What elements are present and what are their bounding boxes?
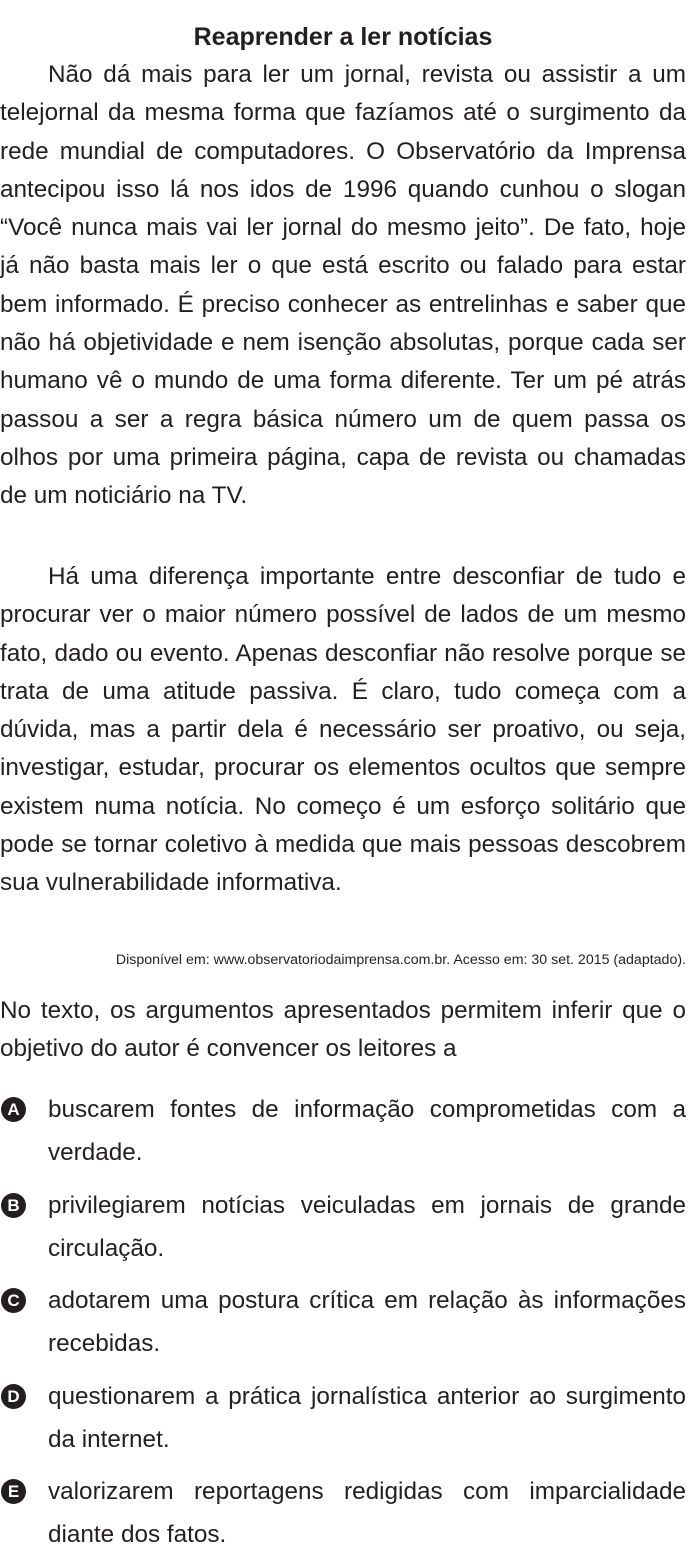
option-e-text: valorizarem reportagens redigidas com imparcialidade diante dos fatos.	[48, 1478, 686, 1548]
source-citation: Disponível em: www.observatoriodaimprensa.com.br. Acesso em: 30 set. 2015 (adaptado).	[115, 952, 686, 968]
answer-options	[0, 1088, 696, 1566]
option-c-letter-icon: C	[1, 1288, 26, 1313]
option-a[interactable]	[0, 1088, 696, 1184]
paragraph-2: Há uma diferença importante entre desconfiar de tudo e procurar ver o maior número possível de lados de um mesmo fato, dado ou evento. Apenas desconfiar não resolve porque se trata de uma atitude passiva. É claro, tudo começa com a dúvida, mas a partir dela é necessário ser proativo, ou seja, investigar, estudar, procurar os elementos ocultos que sempre existem numa notícia. No começo é um esforço solitário que pode se tornar coletivo à medida que mais pessoas descobrem sua vulnerabilidade informativa.	[0, 563, 686, 897]
option-b-text: privilegiarem notícias veiculadas em jornais de grande circulação.	[48, 1191, 686, 1262]
option-b[interactable]	[0, 1184, 696, 1280]
option-c[interactable]	[0, 1279, 696, 1375]
option-d-text: questionarem a prática jornalística anterior ao surgimento da internet.	[48, 1382, 686, 1453]
option-e-letter-icon: E	[1, 1479, 26, 1504]
option-d-letter-icon: D	[1, 1384, 26, 1409]
option-a-letter-icon: A	[1, 1097, 26, 1122]
option-d[interactable]	[0, 1375, 696, 1471]
text-title: Reaprender a ler notícias	[193, 22, 493, 51]
option-a-text: buscarem fontes de informação comprometidas com a verdade.	[48, 1096, 686, 1166]
option-b-letter-icon: B	[1, 1193, 26, 1218]
option-e[interactable]	[0, 1470, 696, 1566]
question-stem: No texto, os argumentos apresentados permitem inferir que o objetivo do autor é convencer os leitores a	[0, 997, 686, 1062]
option-c-text: adotarem uma postura crítica em relação às informações recebidas.	[48, 1287, 686, 1357]
paragraph-1: Não dá mais para ler um jornal, revista ou assistir a um telejornal da mesma forma que fazíamos até o surgimento da rede mundial de computadores. O Observatório da Imprensa antecipou isso lá nos idos de 1996 quando cunhou o slogan “Você nunca mais vai ler jornal do mesmo jeito”. De fato, hoje já não basta mais ler o que está escrito ou falado para estar bem informado. É preciso conhecer as entrelinhas e saber que não há objetividade e nem isenção absolutas, porque cada ser humano vê o mundo de uma forma diferente. Ter um pé atrás passou a ser a regra básica número um de quem passa os olhos por uma primeira página, capa de revista ou chamadas de um noticiário na TV.	[0, 61, 686, 510]
